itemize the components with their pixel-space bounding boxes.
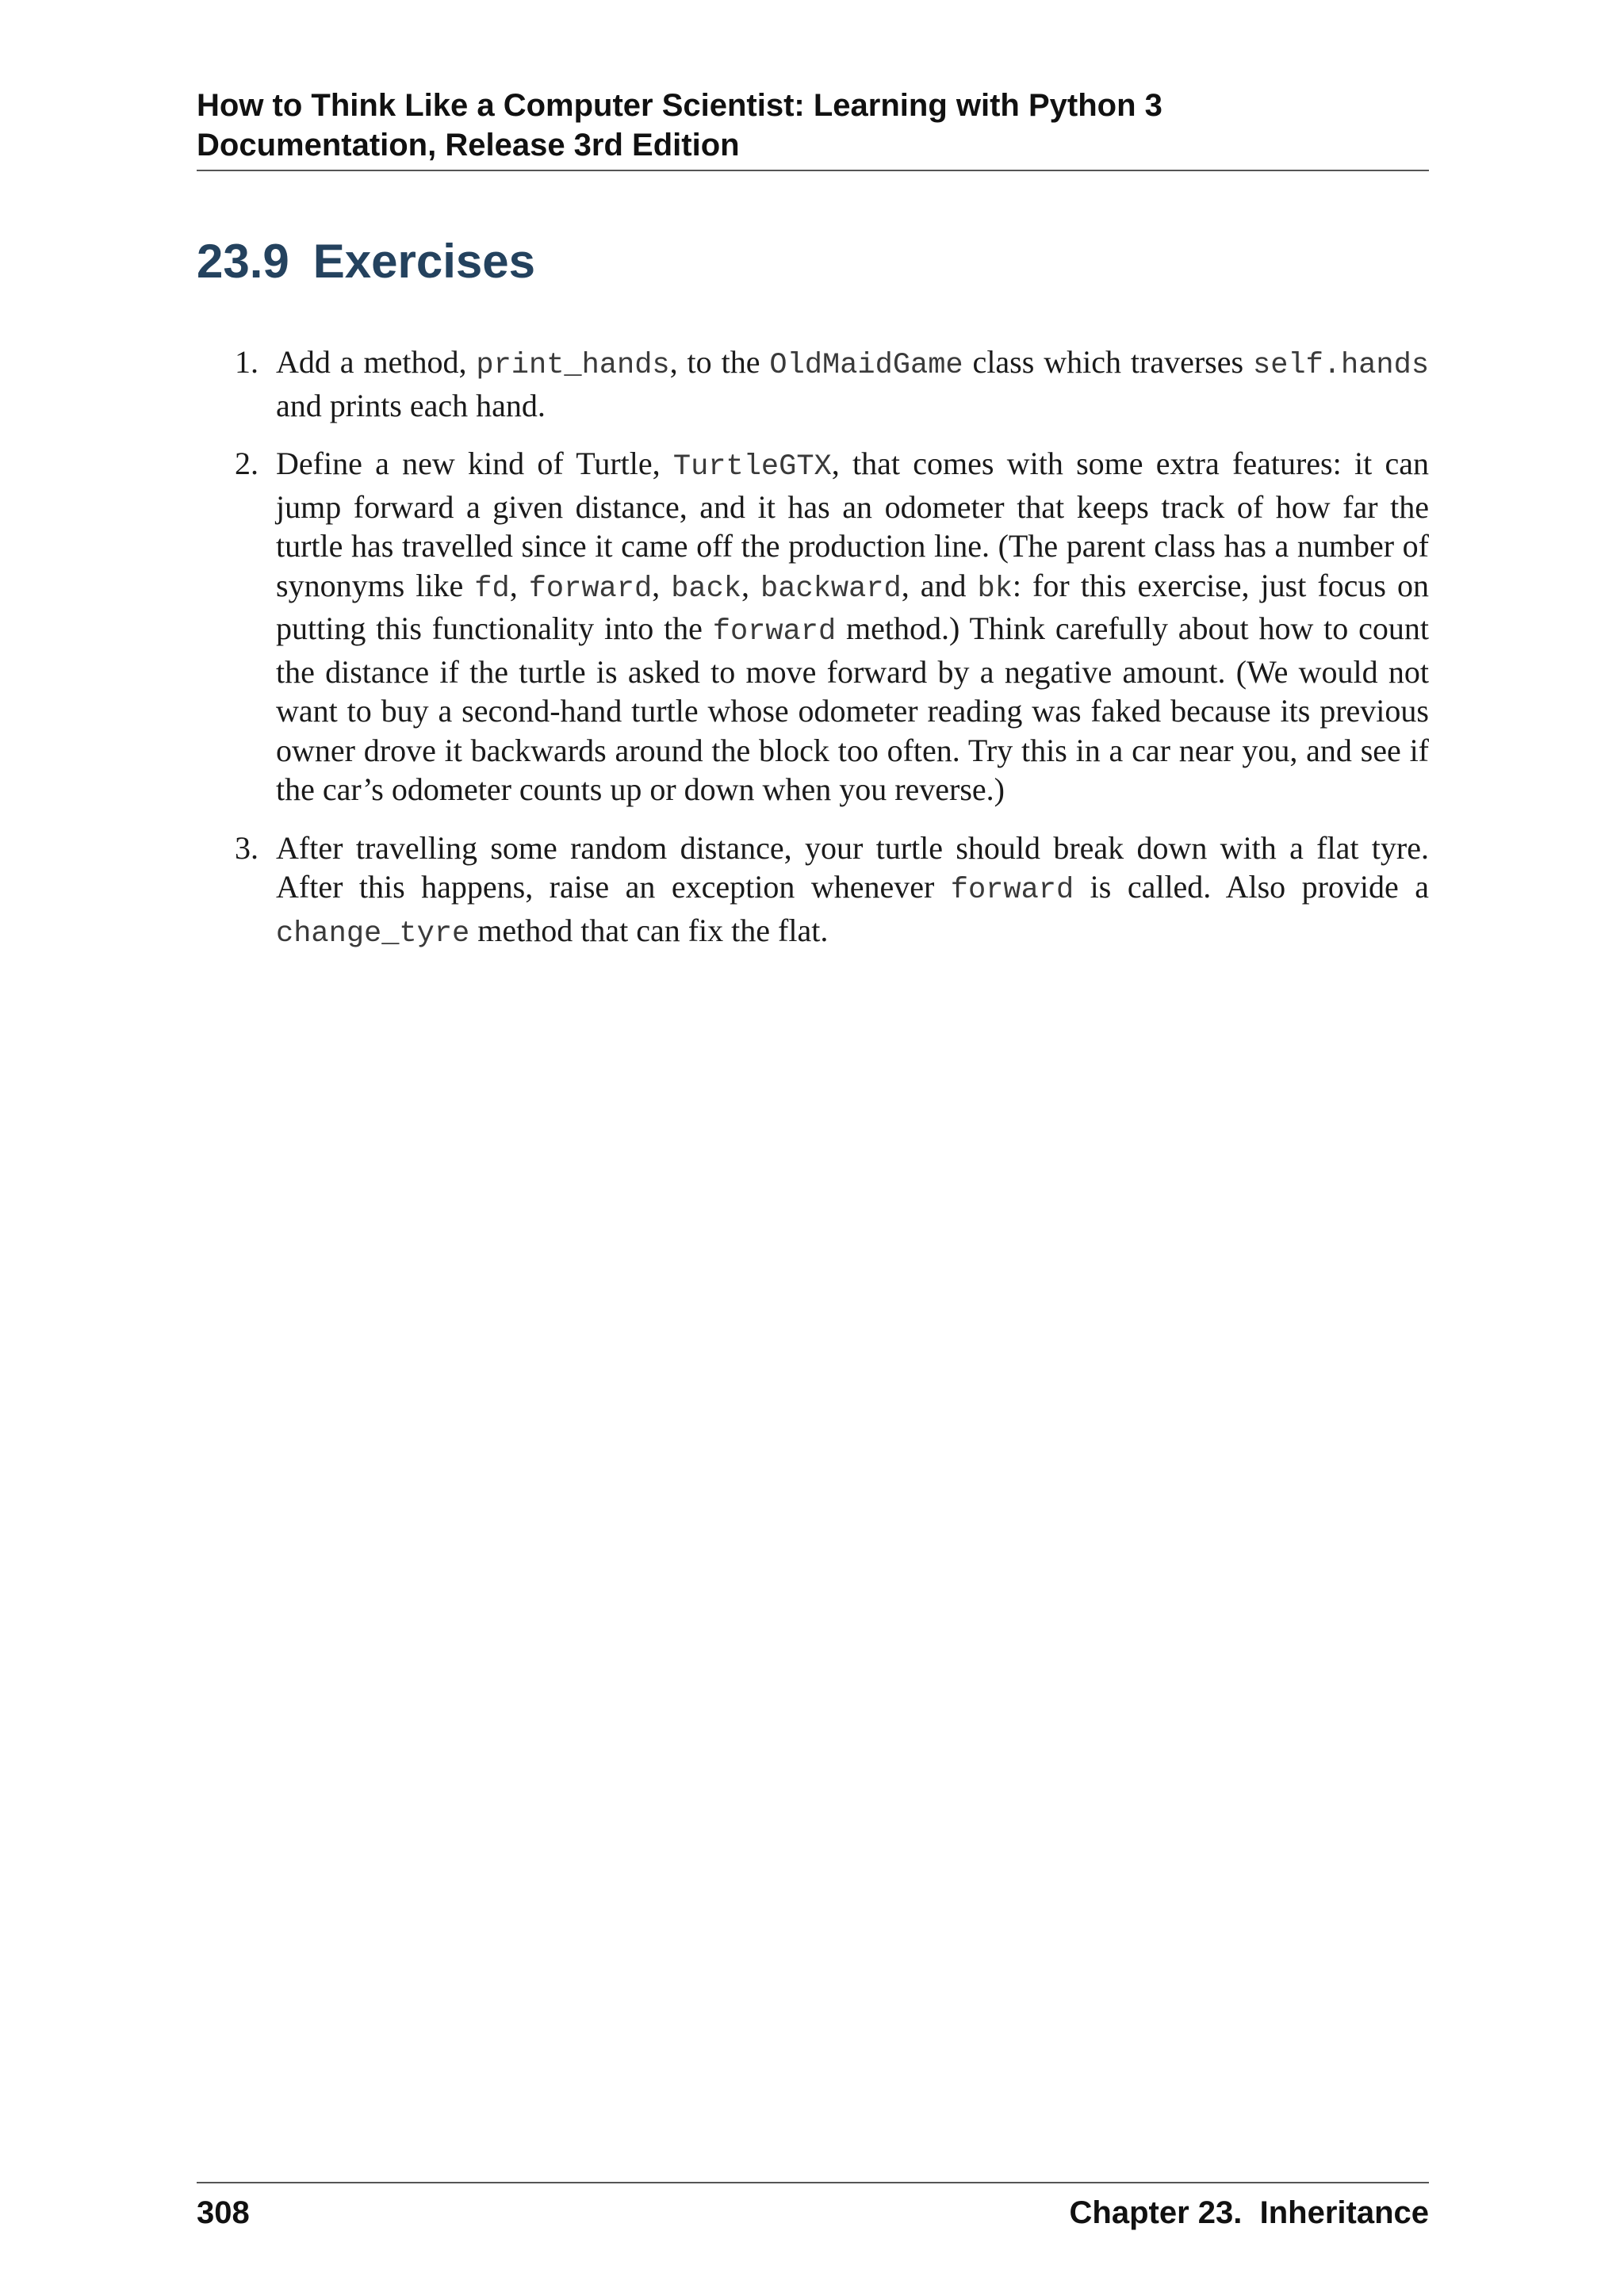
section-number: 23.9	[197, 235, 289, 288]
inline-code: TurtleGTX	[672, 450, 832, 484]
text-run: and prints each hand.	[276, 387, 546, 423]
section-title: Exercises	[312, 235, 536, 288]
inline-code: OldMaidGame	[769, 349, 963, 382]
text-run: , to the	[669, 344, 770, 380]
text-run: method that can fix the flat.	[469, 912, 829, 948]
inline-code: bk	[977, 572, 1013, 606]
text-run: After travelling some random distance, your turtle should break down with a flat tyre. After this happens, raise an exception whenever	[276, 829, 1429, 905]
inline-code: change_tyre	[276, 916, 470, 951]
inline-code: self.hands	[1252, 349, 1430, 382]
exercise-item	[197, 828, 1429, 955]
page-number: 308	[197, 2195, 250, 2230]
text-run: , and	[901, 567, 978, 603]
text-run: : for this exercise, just focus on putting this functionality into the	[276, 567, 1430, 646]
footer-rule	[197, 2182, 1429, 2183]
text-run: ,	[509, 567, 529, 603]
exercise-item	[197, 342, 1429, 425]
text-run: class which traverses	[963, 344, 1253, 380]
text-run: , that comes with some extra features: it can jump forward a given distance, and it has an odometer that keeps track of how far the turtle has travelled since it came off the production line. (The parent class has a number of synonyms like	[276, 446, 1429, 603]
inline-code: forward	[528, 572, 653, 606]
exercise-list	[197, 342, 1429, 973]
text-run: Define a new kind of Turtle,	[276, 446, 673, 481]
exercise-text	[276, 829, 1430, 951]
inline-code: print_hands	[476, 349, 670, 382]
exercise-number: 2.	[235, 446, 259, 481]
section-heading	[197, 233, 535, 290]
exercise-text	[276, 446, 1429, 807]
inline-code: backward	[760, 572, 902, 606]
text-run: is called. Also provide a	[1074, 869, 1430, 905]
running-header-line-1: How to Think Like a Computer Scientist: Learning with Python 3	[197, 88, 1162, 123]
running-header-line-2: Documentation, Release 3rd Edition	[197, 128, 740, 163]
text-run: method.) Think carefully about how to count the distance if the turtle is asked to move forward by a negative amount. (We would not want to buy a second-hand turtle whose odometer reading was faked because its previous owner drove it backwards around the block too often. Try this in a car near you, and see if the car’s odometer counts up or down when you reverse.)	[276, 610, 1429, 807]
text-run: Add a method,	[276, 344, 477, 380]
text-run: ,	[741, 567, 761, 603]
exercise-text	[276, 344, 1429, 423]
text-run: ,	[652, 567, 672, 603]
exercise-number: 3.	[235, 829, 259, 866]
exercise-number: 1.	[235, 344, 259, 380]
inline-code: back	[671, 572, 742, 606]
running-header	[197, 86, 1429, 165]
inline-code: forward	[712, 615, 837, 649]
exercise-item	[197, 444, 1429, 809]
chapter-title: Chapter 23. Inheritance	[1069, 2195, 1429, 2230]
inline-code: fd	[474, 572, 510, 606]
header-rule	[197, 170, 1429, 171]
inline-code: forward	[950, 874, 1074, 907]
